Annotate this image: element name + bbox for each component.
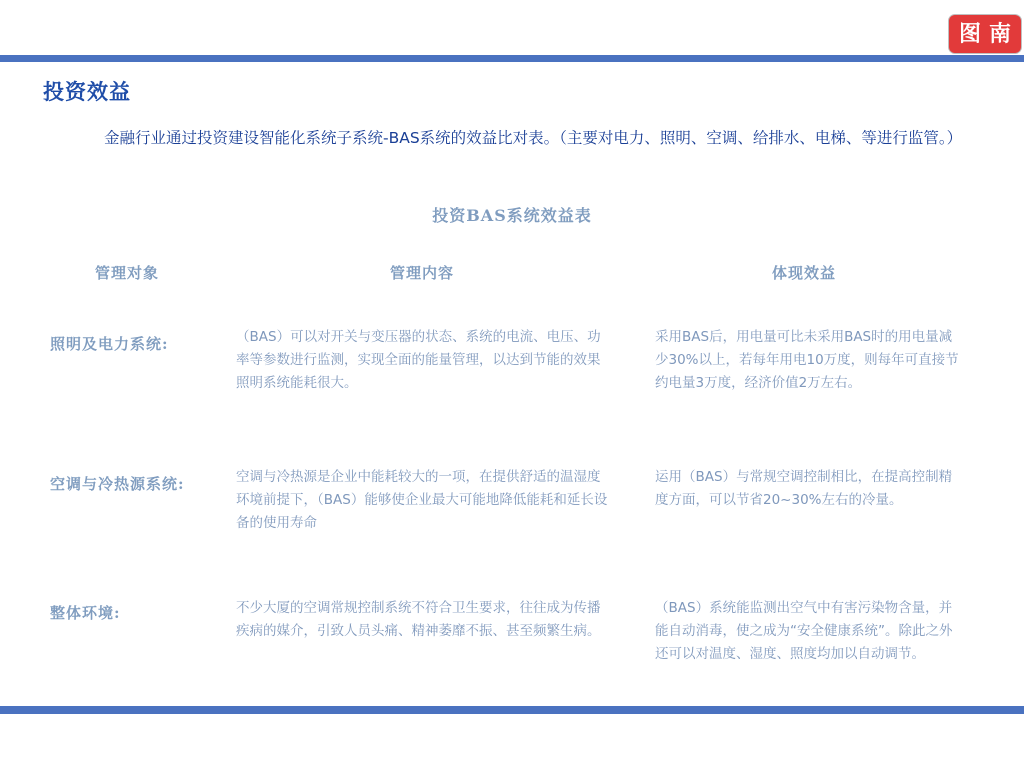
- row-content-lighting-power: （BAS）可以对开关与变压器的状态、系统的电流、电压、功率等参数进行监测，实现全面的能量管理，以达到节能的效果照明系统能耗很大。: [236, 329, 601, 391]
- brand-logo: [948, 14, 1022, 54]
- row-content-hvac: 空调与冷热源是企业中能耗较大的一项，在提供舒适的温湿度环境前提下，（BAS）能够使企业最大可能地降低能耗和延长设备的使用寿命: [236, 469, 608, 531]
- table-title: 投资BAS系统效益表: [432, 206, 592, 225]
- header-benefit: 体现效益: [772, 264, 837, 282]
- row-benefit-hvac: 运用（BAS）与常规空调控制相比，在提高控制精度方面，可以节省20~30%左右的冷量。: [655, 469, 953, 508]
- row-object-hvac: 空调与冷热源系统:: [50, 475, 185, 493]
- bottom-divider-bar: [0, 706, 1024, 714]
- row-benefit-lighting-power: 采用BAS后，用电量可比未采用BAS时的用电量减少30%以上，若每年用电10万度，则每年可直接节约电量3万度，经济价值2万左右。: [655, 329, 959, 391]
- row-object-environment: 整体环境:: [50, 604, 121, 622]
- header-management-object: 管理对象: [95, 264, 160, 282]
- row-object-lighting-power: 照明及电力系统:: [50, 335, 169, 353]
- logo-char-1: 图: [958, 21, 981, 47]
- row-benefit-environment: （BAS）系统能监测出空气中有害污染物含量，并能自动消毒，使之成为“安全健康系统”。除此之外还可以对温度、湿度、照度均加以自动调节。: [655, 600, 953, 662]
- row-content-environment: 不少大厦的空调常规控制系统不符合卫生要求，往往成为传播疾病的媒介，引致人员头痛、精神萎靡不振、甚至频繁生病。: [236, 600, 601, 639]
- page-title: 投资效益: [43, 79, 131, 104]
- header-management-content: 管理内容: [390, 264, 455, 282]
- top-divider-bar: [0, 55, 1024, 62]
- logo-char-2: 南: [988, 21, 1011, 47]
- intro-paragraph: 金融行业通过投资建设智能化系统子系统-BAS系统的效益比对表。（主要对电力、照明、空调、给排水、电梯、等进行监管。）: [104, 129, 963, 147]
